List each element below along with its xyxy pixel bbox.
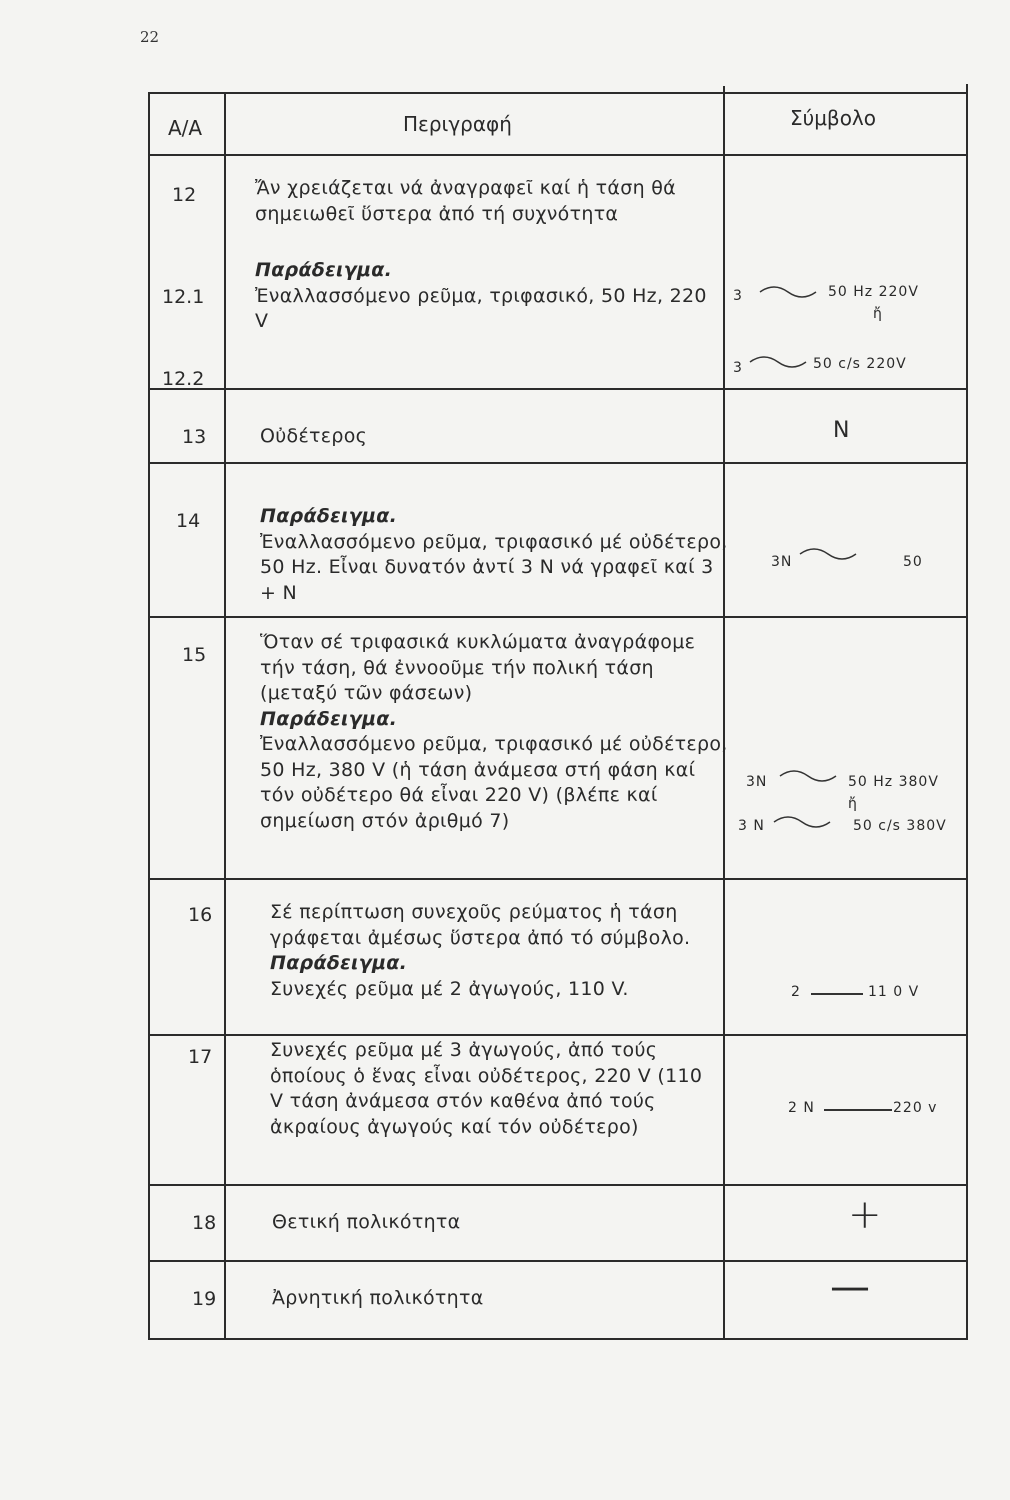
row-number: 18 [192,1212,217,1234]
symbols-table [148,84,968,1340]
row-text: Σέ περίπτωση συνεχοῦς ρεύματος ἡ τάση γράφεται ἀμέσως ὕστερα ἀπό τό σύμβολο. [270,901,691,949]
header-divider [148,154,968,156]
symbol-value: 50 c/s 380V [853,818,947,834]
row-text: Ὅταν σέ τριφασικά κυκλώματα ἀναγράφομε τήν τάση, θά ἐννοοῦμε τήν πολική τάση (μεταξύ τῶν φάσεων) [260,631,696,704]
row-divider [148,1184,968,1186]
column-divider-1 [224,94,226,1340]
row-divider [148,1260,968,1262]
symbol-prefix: 3N [746,774,768,790]
header-number: Α/Α [168,116,203,140]
symbol-value: 220 v [893,1100,938,1116]
example-text: Ἐναλλασσόμενο ρεῦμα, τριφασικό μέ οὐδέτερο, 50 Hz. Εἶναι δυνατόν ἀντί 3 N νά γραφεῖ καί 3 + N [260,530,728,604]
ac-wave-icon [798,546,858,562]
example-label: Παράδειγμα. [260,505,398,527]
ac-wave-icon [772,814,832,830]
row-divider [148,1034,968,1036]
table-border-left [148,92,150,1340]
symbol-value: 11 0 V [868,984,920,1000]
row-divider [148,388,968,390]
dc-line-icon [824,1109,892,1111]
dc-line-icon [811,993,863,995]
plus-icon: + [848,1192,883,1238]
row-divider [148,878,968,880]
symbol-prefix: 2 [791,984,801,1000]
row-number: 12.2 [162,368,205,390]
table-border-bottom [148,1338,968,1340]
row-number: 15 [182,644,207,666]
row-description: Συνεχές ρεῦμα μέ 3 ἀγωγούς, ἀπό τούς ὁποίους ὁ ἕνας εἶναι οὐδέτερος, 220 V (110 V τάση ἀνάμεσα στόν καθένα ἀπό τούς ἀκραίους ἀγωγούς καί τόν οὐδέτερο) [270,1039,703,1138]
header-symbol: Σύμβολο [790,106,877,130]
row-number: 12.1 [162,286,205,308]
row-description [260,630,730,834]
ac-wave-icon [778,768,838,784]
table-border-top [148,92,968,94]
row-description [255,258,725,335]
row-description [260,504,730,606]
example-text: Συνεχές ρεῦμα μέ 2 ἀγωγούς, 110 V. [270,977,629,1000]
row-number: 17 [188,1046,213,1068]
symbol-prefix: 2 N [788,1100,815,1116]
symbol-value: 50 Hz 380V [848,774,939,790]
example-label: Παράδειγμα. [260,707,398,730]
symbol-value: 50 [903,554,923,570]
symbol-prefix: 3 N [738,818,765,834]
example-text: Ἐναλλασσόμενο ρεῦμα, τριφασικό μέ οὐδέτερο, 50 Hz, 380 V (ἡ τάση ἀνάμεσα στή φάση καί τόν οὐδέτερο θά εἶναι 220 V) (βλέπε καί σημείωση στόν ἀριθμό 7) [260,733,728,832]
row-number: 14 [176,510,201,532]
symbol-prefix: 3 [733,288,743,304]
table-border-right [966,84,968,1340]
symbol-or: ἤ [848,796,858,812]
symbol-or: ἤ [873,306,883,322]
minus-icon: — [830,1264,870,1310]
header-description: Περιγραφή [403,112,512,136]
row-description: Ἄν χρειάζεται νά ἀναγραφεῖ καί ἡ τάση θά σημειωθεῖ ὕστερα ἀπό τή συχνότητα [255,177,677,225]
row-number: 19 [192,1288,217,1310]
neutral-symbol: N [833,418,851,443]
page-number: 22 [140,28,160,46]
row-number: 16 [188,904,213,926]
example-label: Παράδειγμα. [255,259,393,281]
symbol-prefix: 3N [771,554,793,570]
symbol-prefix: 3 [733,360,743,376]
ac-wave-icon [758,284,818,300]
example-text: Ἐναλλασσόμενο ρεῦμα, τριφασικό, 50 Hz, 220 V [255,284,707,332]
ac-wave-icon [748,354,808,370]
row-description: Ἀρνητική πολικότητα [272,1287,484,1309]
row-number: 13 [182,426,207,448]
row-description: Θετική πολικότητα [272,1211,461,1233]
row-number: 12 [172,184,197,206]
row-divider [148,616,968,618]
row-divider [148,462,968,464]
example-label: Παράδειγμα. [270,952,408,974]
symbol-value: 50 Hz 220V [828,284,919,300]
row-description [270,900,720,1002]
row-description: Οὐδέτερος [260,425,368,447]
symbol-value: 50 c/s 220V [813,356,907,372]
